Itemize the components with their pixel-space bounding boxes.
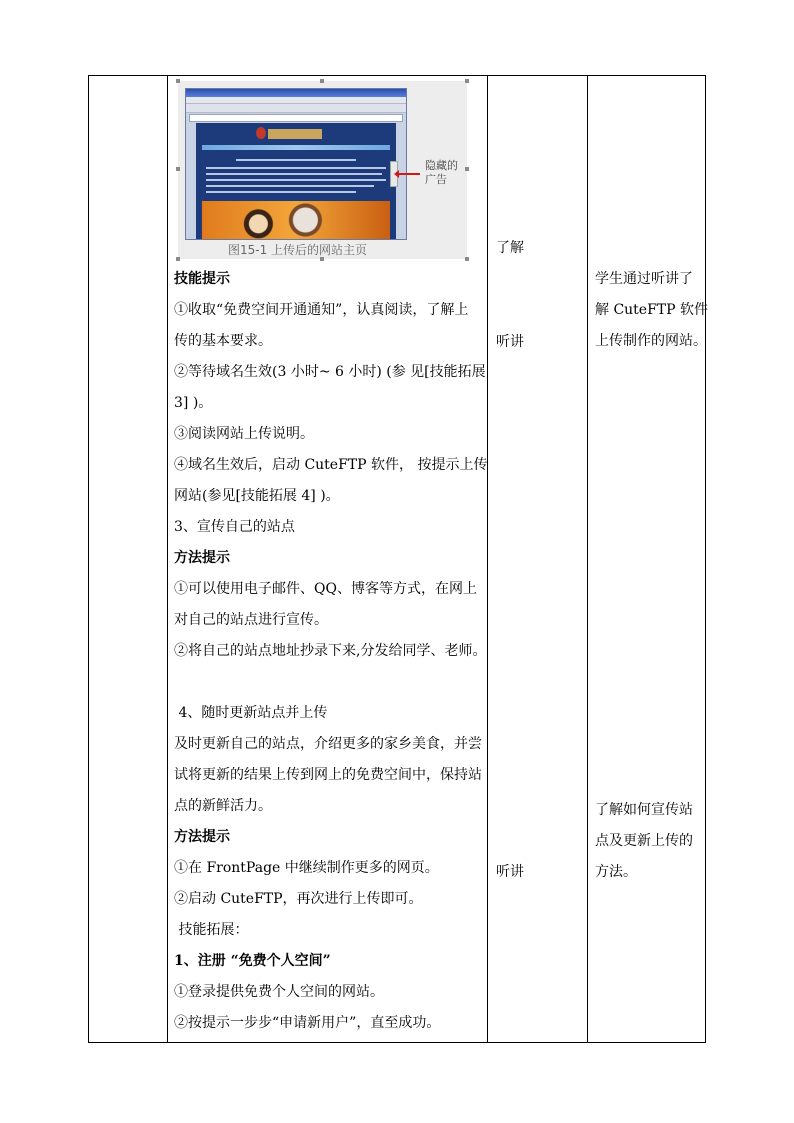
- resize-handle: [465, 257, 469, 261]
- browser-menubar: [186, 97, 406, 104]
- blank-line: [174, 667, 488, 698]
- text-line-image: [206, 173, 382, 175]
- skill-tip-line: ④域名生效后，启动 CuteFTP 软件， 按提示上传: [174, 457, 488, 473]
- column3-listen: 听讲: [496, 334, 524, 350]
- section-4-title: 4、随时更新站点并上传: [174, 705, 328, 721]
- site-navbar-image: [202, 145, 390, 150]
- browser-window-image: [185, 88, 407, 240]
- skill-tip-line: ①收取“免费空间开通通知”，认真阅读，了解上: [174, 302, 469, 318]
- method-tip-line: ②将自己的站点地址抄录下来,分发给同学、老师。: [174, 643, 487, 659]
- website-homepage-image: [196, 123, 396, 239]
- resize-handle: [465, 79, 469, 83]
- column3-understand: 了解: [496, 240, 524, 256]
- browser-toolbar: [186, 104, 406, 113]
- expand-1-step: ②按提示一步步“申请新用户”，直至成功。: [174, 1015, 441, 1031]
- resize-handle: [465, 167, 469, 171]
- method-tip-line: 对自己的站点进行宣传。: [174, 612, 328, 628]
- site-logo-text-image: [268, 129, 322, 139]
- note-line: 解 CuteFTP 软件: [595, 302, 709, 318]
- content-column: [174, 264, 488, 1039]
- skill-tip-line: ③阅读网站上传说明。: [174, 426, 314, 442]
- skill-tip-line: 3] )。: [174, 395, 213, 411]
- resize-handle: [176, 257, 180, 261]
- section-3-title: 3、宣传自己的站点: [174, 519, 295, 535]
- skill-tip-line: 网站(参见[技能拓展 4] )。: [174, 488, 340, 504]
- note-line: 点及更新上传的: [595, 833, 693, 849]
- column4-note-2: [595, 795, 703, 888]
- skill-tip-line: ②等待域名生效(3 小时~ 6 小时) (参 见[技能拓展: [174, 364, 486, 380]
- method-tip-heading: 方法提示: [174, 550, 230, 566]
- text-line-image: [206, 167, 386, 169]
- method-tip-line: ②启动 CuteFTP，再次进行上传即可。: [174, 891, 423, 907]
- text-line-image: [236, 159, 356, 161]
- column-divider-1: [167, 76, 168, 1042]
- skill-expand-heading: 技能拓展：: [174, 922, 249, 938]
- expand-1-step: ①登录提供免费个人空间的网站。: [174, 984, 384, 1000]
- note-line: 方法。: [595, 864, 637, 880]
- method-tip-line: ①可以使用电子邮件、QQ、博客等方式，在网上: [174, 581, 477, 597]
- hidden-ad-label: 隐藏的 广告: [425, 159, 458, 186]
- resize-handle: [176, 167, 180, 171]
- resize-handle: [176, 79, 180, 83]
- method-tip-heading: 方法提示: [174, 829, 230, 845]
- text-line-image: [206, 191, 356, 193]
- note-line: 学生通过听讲了: [595, 271, 693, 287]
- browser-titlebar: [186, 89, 406, 97]
- browser-address-bar: [189, 114, 403, 122]
- column3-listen: 听讲: [496, 864, 524, 880]
- lesson-table: [88, 75, 709, 1043]
- column4-note-1: [595, 264, 709, 357]
- section-4-body-line: 及时更新自己的站点，介绍更多的家乡美食，并尝: [174, 736, 482, 752]
- section-4-body-line: 试将更新的结果上传到网上的免费空间中，保持站: [174, 767, 482, 783]
- method-tip-line: ①在 FrontPage 中继续制作更多的网页。: [174, 860, 439, 876]
- text-line-image: [206, 179, 386, 181]
- skill-tip-line: 传的基本要求。: [174, 333, 272, 349]
- site-logo-icon: [256, 127, 266, 139]
- section-4-body-line: 点的新鲜活力。: [174, 798, 272, 814]
- note-line: 了解如何宣传站: [595, 802, 693, 818]
- arrow-icon: [398, 173, 420, 175]
- expand-1-title: 1、注册 “免费个人空间”: [174, 953, 331, 969]
- skill-tip-heading: 技能提示: [174, 271, 230, 287]
- screenshot-figure: [178, 81, 467, 259]
- note-line: 上传制作的网站。: [595, 333, 707, 349]
- resize-handle: [320, 79, 324, 83]
- column-divider-3: [587, 76, 588, 1042]
- text-line-image: [206, 185, 374, 187]
- figure-caption: 图15-1 上传后的网站主页: [228, 243, 368, 257]
- food-photo-image: [202, 201, 390, 239]
